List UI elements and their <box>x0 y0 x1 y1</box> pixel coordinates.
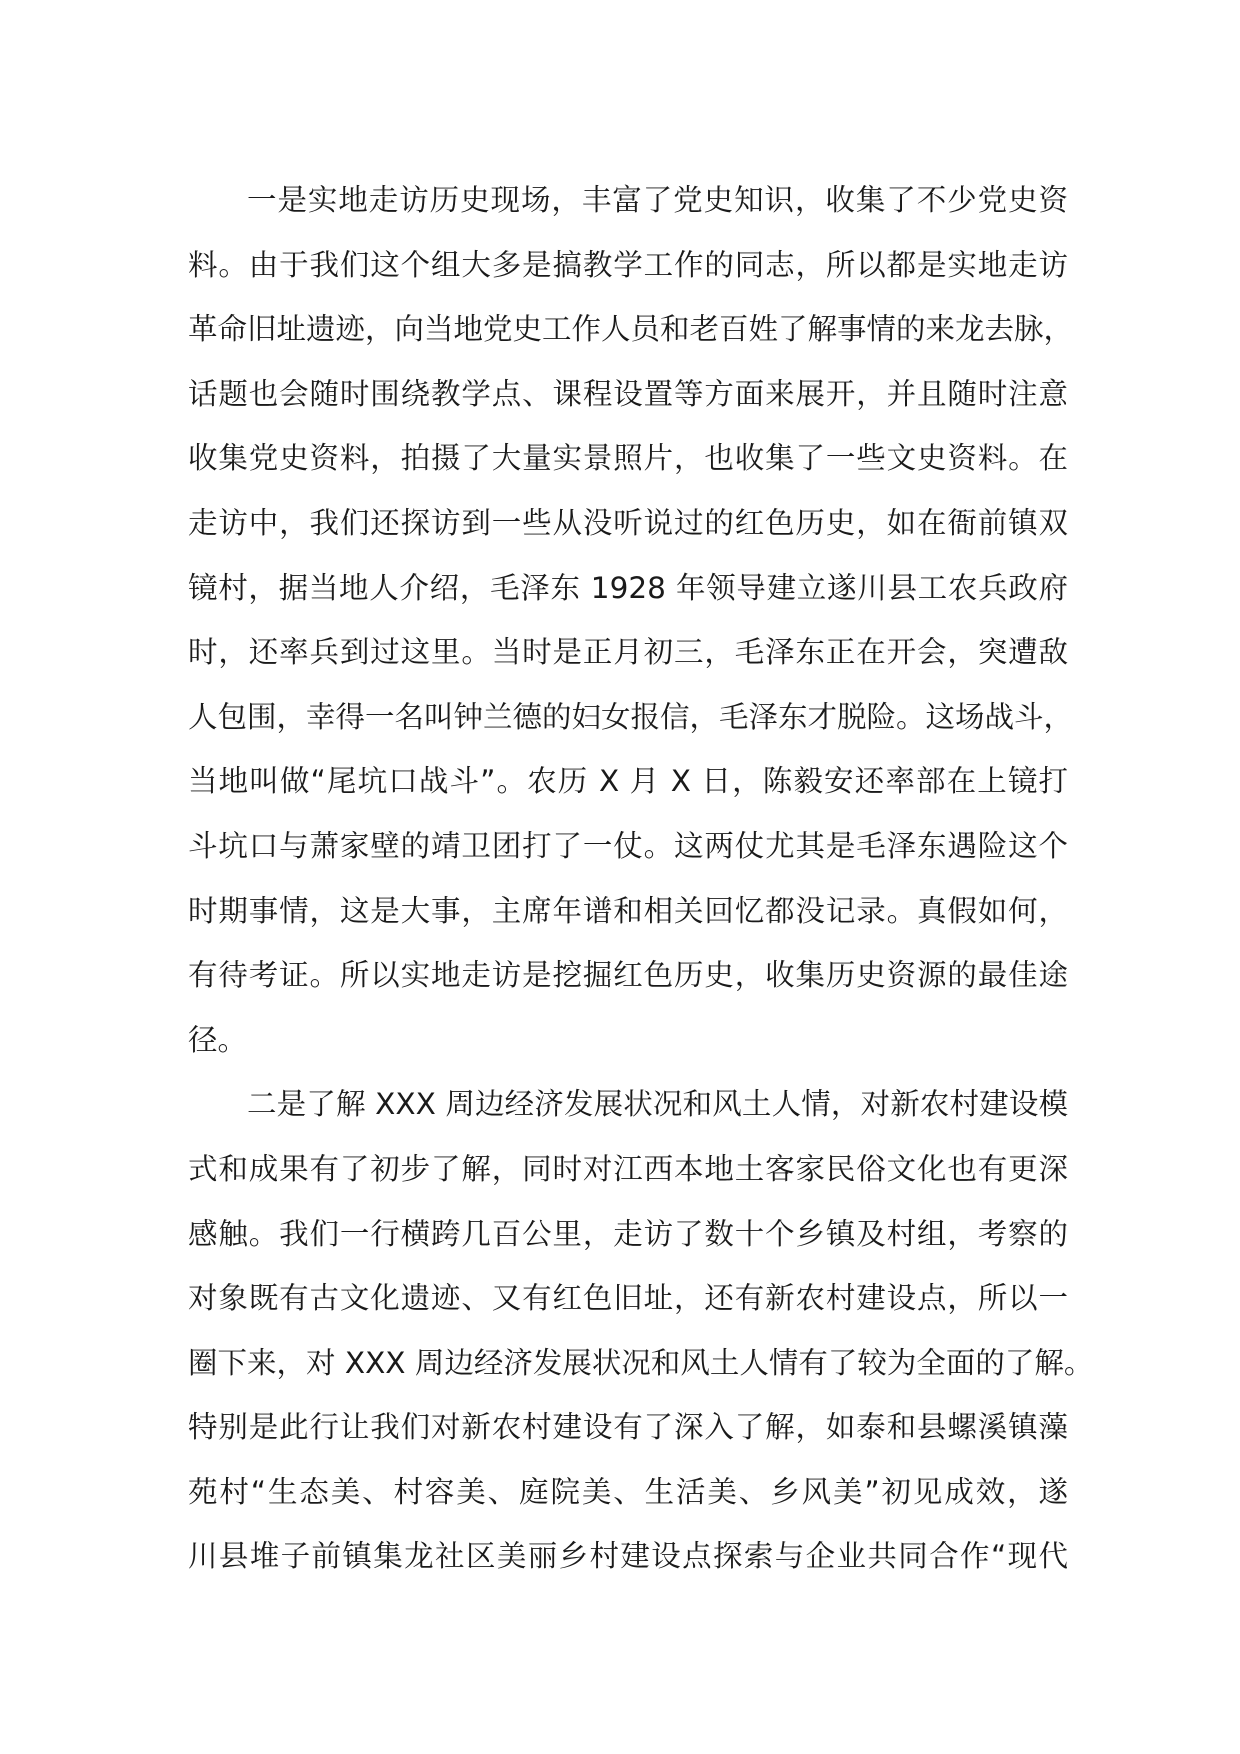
document-body <box>188 168 1094 1589</box>
paragraph-line: 圈下来，对 XXX 周边经济发展状况和风土人情有了较为全面的了解。 <box>188 1345 1094 1380</box>
paragraph-line: 镜村，据当地人介绍，毛泽东 1928 年领导建立遂川县工农兵政府 <box>188 570 1068 605</box>
paragraph-line: 苑村“生态美、村容美、庭院美、生活美、乡风美”初见成效，遂 <box>188 1474 1068 1509</box>
paragraph-line: 收集党史资料，拍摄了大量实景照片，也收集了一些文史资料。在 <box>188 441 1068 476</box>
paragraph-line: 话题也会随时围绕教学点、课程设置等方面来展开，并且随时注意 <box>188 376 1068 411</box>
paragraph-line: 当地叫做“尾坑口战斗”。农历 X 月 X 日，陈毅安还率部在上镜打 <box>188 764 1068 799</box>
paragraph-line: 感触。我们一行横跨几百公里，走访了数十个乡镇及村组，考察的 <box>188 1216 1068 1251</box>
paragraph-line: 式和成果有了初步了解，同时对江西本地土客家民俗文化也有更深 <box>188 1151 1068 1186</box>
paragraph-line: 特别是此行让我们对新农村建设有了深入了解，如泰和县螺溪镇藻 <box>188 1410 1068 1445</box>
paragraph-2 <box>188 1072 1094 1589</box>
paragraph-line: 料。由于我们这个组大多是搞教学工作的同志，所以都是实地走访 <box>188 247 1068 282</box>
paragraph-line: 人包围，幸得一名叫钟兰德的妇女报信，毛泽东才脱险。这场战斗， <box>188 699 1074 734</box>
paragraph-line: 川县堆子前镇集龙社区美丽乡村建设点探索与企业共同合作“现代 <box>188 1539 1068 1574</box>
paragraph-line: 时，还率兵到过这里。当时是正月初三，毛泽东正在开会，突遭敌 <box>188 635 1068 670</box>
paragraph-line: 斗坑口与萧家壁的靖卫团打了一仗。这两仗尤其是毛泽东遇险这个 <box>188 828 1068 863</box>
paragraph-line: 时期事情，这是大事，主席年谱和相关回忆都没记录。真假如何， <box>188 893 1068 928</box>
paragraph-line: 二是了解 XXX 周边经济发展状况和风土人情，对新农村建设模 <box>247 1087 1068 1122</box>
paragraph-line: 对象既有古文化遗迹、又有红色旧址，还有新农村建设点，所以一 <box>188 1281 1068 1316</box>
paragraph-line: 走访中，我们还探访到一些从没听说过的红色历史，如在衙前镇双 <box>188 505 1068 540</box>
paragraph-1 <box>188 168 1074 1072</box>
paragraph-line: 一是实地走访历史现场，丰富了党史知识，收集了不少党史资 <box>247 183 1068 217</box>
paragraph-line: 径。 <box>188 1022 248 1057</box>
paragraph-line: 革命旧址遗迹，向当地党史工作人员和老百姓了解事情的来龙去脉， <box>188 312 1074 347</box>
paragraph-line: 有待考证。所以实地走访是挖掘红色历史，收集历史资源的最佳途 <box>188 958 1068 993</box>
